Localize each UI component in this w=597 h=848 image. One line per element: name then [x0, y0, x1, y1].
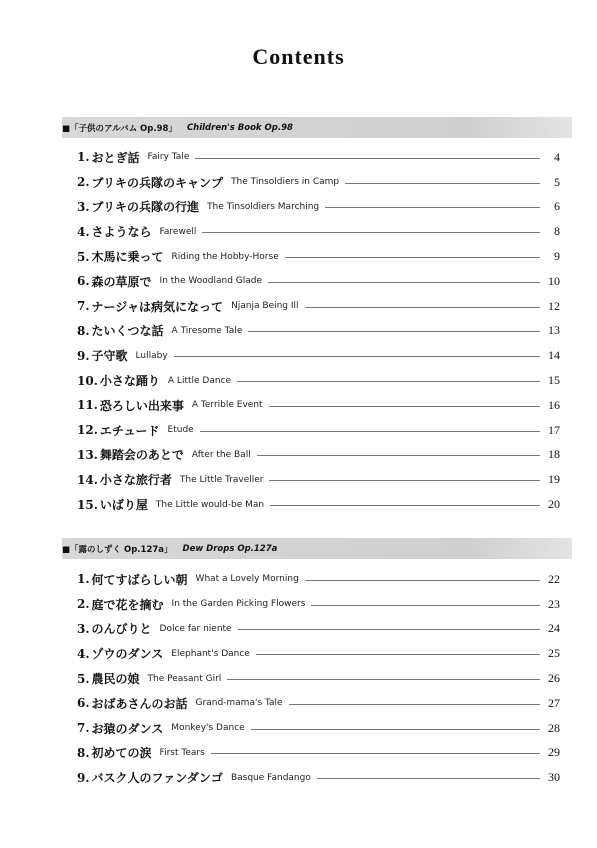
- entry-title-jp: ゾウのダンス: [91, 647, 164, 662]
- dot-leader: [248, 331, 540, 332]
- toc-entry: [77, 343, 560, 368]
- entry-title-en: Riding the Hobby-Horse: [171, 251, 279, 262]
- entry-title-jp: 舞踏会のあとで: [99, 448, 184, 463]
- entry-page-number: 20: [548, 497, 560, 512]
- section-title-en: Children's Book Op.98: [186, 122, 293, 133]
- entry-title-en: What a Lovely Morning: [195, 574, 299, 585]
- dot-leader: [305, 307, 540, 308]
- dot-leader: [325, 207, 540, 208]
- dot-leader: [195, 158, 540, 159]
- entry-page-number: 15: [548, 373, 560, 388]
- dot-leader: [289, 704, 540, 705]
- dot-leader: [237, 381, 540, 382]
- entry-page-number: 17: [548, 422, 560, 437]
- entry-title-jp: 木馬に乗って: [91, 250, 164, 265]
- entry-page-number: 23: [548, 596, 560, 611]
- toc-entry: [77, 716, 560, 741]
- entry-title-en: A Tiresome Tale: [171, 325, 243, 336]
- entry-title-en: In the Garden Picking Flowers: [171, 599, 306, 610]
- entry-number: 10.: [77, 373, 98, 388]
- entry-page-number: 29: [548, 745, 560, 760]
- dot-leader: [269, 480, 540, 481]
- entry-title-jp: バスク人のファンダンゴ: [91, 771, 223, 786]
- entry-title-en: The Tinsoldiers Marching: [207, 201, 320, 212]
- entry-page-number: 25: [548, 646, 560, 661]
- entry-title-jp: 小さな踊り: [99, 374, 160, 389]
- entry-page-number: 9: [554, 249, 560, 264]
- toc-entry: [77, 170, 560, 195]
- toc-entry: [77, 244, 560, 269]
- entry-title-jp: おばあさんのお話: [91, 696, 188, 711]
- entry-title-en: Fairy Tale: [147, 152, 190, 163]
- toc-entry: [77, 368, 560, 393]
- dot-leader: [268, 282, 540, 283]
- toc-entry: [77, 195, 560, 220]
- entry-number: 11.: [77, 398, 98, 413]
- entry-title-en: Basque Fandango: [230, 772, 311, 783]
- entry-title-jp: 森の草原で: [91, 274, 152, 289]
- entry-number: 6.: [77, 696, 90, 711]
- entry-title-jp: 何てすばらしい朝: [91, 572, 188, 587]
- entry-number: 4.: [77, 646, 90, 661]
- entry-title-jp: のんびりと: [91, 622, 152, 637]
- entry-number: 4.: [77, 224, 90, 239]
- entry-title-jp: 農民の娘: [91, 672, 140, 687]
- entry-number: 3.: [77, 199, 90, 214]
- entry-title-en: Farewell: [159, 226, 197, 237]
- toc-entry: [77, 269, 560, 294]
- dot-leader: [227, 679, 540, 680]
- entry-number: 15.: [77, 497, 98, 512]
- entry-title-en: Njanja Being Ill: [231, 301, 299, 312]
- entry-number: 7.: [77, 299, 90, 314]
- dot-leader: [257, 455, 540, 456]
- entry-title-en: The Tinsoldiers in Camp: [231, 177, 340, 188]
- section-title-jp: ■「子供のアルバム Op.98」: [62, 123, 177, 134]
- dot-leader: [174, 356, 540, 357]
- entry-title-en: First Tears: [159, 747, 205, 758]
- entry-title-jp: いばり屋: [99, 498, 148, 513]
- dot-leader: [200, 431, 540, 432]
- entry-title-jp: お猿のダンス: [91, 721, 164, 736]
- toc-entry: [77, 492, 560, 517]
- toc-entry: [77, 319, 560, 344]
- entry-title-jp: ブリキの兵隊のキャンプ: [91, 175, 224, 190]
- entry-title-jp: ブリキの兵隊の行進: [91, 200, 200, 215]
- entry-number: 8.: [77, 745, 90, 760]
- entry-title-jp: 子守歌: [91, 349, 128, 364]
- entry-title-jp: さようなら: [91, 225, 152, 240]
- entry-number: 1.: [77, 150, 90, 165]
- page-title: Contents: [252, 44, 345, 69]
- entry-number: 5.: [77, 249, 90, 264]
- toc-entry: [77, 617, 560, 642]
- entry-title-jp: おとぎ話: [91, 150, 140, 165]
- entry-title-jp: たいくつな話: [91, 324, 164, 339]
- toc-entry: [77, 567, 560, 592]
- entry-page-number: 4: [554, 149, 560, 164]
- entry-page-number: 18: [548, 447, 560, 462]
- entry-number: 1.: [77, 572, 90, 587]
- dot-leader: [305, 580, 540, 581]
- entry-title-en: Dolce far niente: [159, 623, 232, 634]
- entry-number: 12.: [77, 423, 98, 438]
- entry-number: 3.: [77, 621, 90, 636]
- entry-title-jp: エチュード: [99, 423, 160, 438]
- dot-leader: [256, 654, 540, 655]
- entry-page-number: 30: [548, 770, 560, 785]
- entry-page-number: 14: [548, 348, 560, 363]
- toc-entry: [77, 393, 560, 418]
- entry-page-number: 10: [548, 273, 560, 288]
- toc-entry: [77, 443, 560, 468]
- entry-title-en: Lullaby: [135, 350, 168, 361]
- toc-list-dew-drops: [77, 567, 560, 790]
- entry-title-jp: 恐ろしい出来事: [99, 398, 184, 413]
- toc-entry: [77, 294, 560, 319]
- entry-page-number: 13: [548, 323, 560, 338]
- entry-title-en: The Little Traveller: [179, 474, 264, 485]
- entry-page-number: 8: [554, 224, 560, 239]
- dot-leader: [311, 605, 540, 606]
- entry-number: 5.: [77, 671, 90, 686]
- entry-title-en: Etude: [167, 425, 194, 436]
- entry-title-jp: ナージャは病気になって: [91, 299, 224, 314]
- entry-title-en: Elephant's Dance: [171, 648, 250, 659]
- dot-leader: [251, 729, 540, 730]
- entry-page-number: 28: [548, 720, 560, 735]
- entry-number: 9.: [77, 348, 90, 363]
- section-title-en: Dew Drops Op.127a: [182, 543, 278, 554]
- toc-entry: [77, 219, 560, 244]
- entry-page-number: 6: [554, 199, 560, 214]
- entry-number: 14.: [77, 472, 98, 487]
- toc-entry: [77, 145, 560, 170]
- toc-entry: [77, 418, 560, 443]
- entry-page-number: 5: [554, 174, 560, 189]
- entry-title-jp: 小さな旅行者: [99, 473, 172, 488]
- entry-page-number: 19: [548, 472, 560, 487]
- entry-number: 13.: [77, 447, 98, 462]
- dot-leader: [317, 778, 540, 779]
- entry-title-en: A Terrible Event: [191, 400, 263, 411]
- dot-leader: [202, 232, 540, 233]
- entry-page-number: 27: [548, 695, 560, 710]
- toc-entry: [77, 666, 560, 691]
- entry-title-en: A Little Dance: [167, 375, 232, 386]
- toc-entry: [77, 467, 560, 492]
- toc-entry: [77, 741, 560, 766]
- entry-page-number: 16: [548, 397, 560, 412]
- dot-leader: [270, 505, 540, 506]
- entry-title-en: Grand-mama's Tale: [195, 698, 283, 709]
- section-title-jp: ■「露のしずく Op.127a」: [62, 544, 173, 555]
- dot-leader: [269, 406, 540, 407]
- entry-page-number: 26: [548, 671, 560, 686]
- entry-number: 9.: [77, 770, 90, 785]
- entry-title-jp: 庭で花を摘む: [91, 597, 164, 612]
- entry-number: 7.: [77, 721, 90, 736]
- toc-entry: [77, 641, 560, 666]
- entry-title-jp: 初めての涙: [91, 746, 152, 761]
- toc-entry: [77, 765, 560, 790]
- entry-page-number: 24: [548, 621, 560, 636]
- entry-title-en: After the Ball: [191, 449, 251, 460]
- entry-number: 2.: [77, 175, 90, 190]
- dot-leader: [285, 257, 540, 258]
- entry-page-number: 12: [548, 298, 560, 313]
- entry-title-en: The Little would-be Man: [155, 499, 265, 510]
- entry-title-en: Monkey's Dance: [171, 723, 245, 734]
- toc-entry: [77, 691, 560, 716]
- entry-title-en: In the Woodland Glade: [159, 276, 263, 287]
- entry-number: 8.: [77, 323, 90, 338]
- dot-leader: [345, 183, 540, 184]
- toc-list-childrens-book: [77, 145, 560, 517]
- section-header-childrens-book: [62, 117, 572, 138]
- dot-leader: [211, 753, 540, 754]
- dot-leader: [238, 629, 540, 630]
- toc-entry: [77, 592, 560, 617]
- entry-number: 6.: [77, 274, 90, 289]
- entry-number: 2.: [77, 597, 90, 612]
- section-header-dew-drops: [62, 538, 572, 559]
- entry-title-en: The Peasant Girl: [147, 673, 222, 684]
- entry-page-number: 22: [548, 571, 560, 586]
